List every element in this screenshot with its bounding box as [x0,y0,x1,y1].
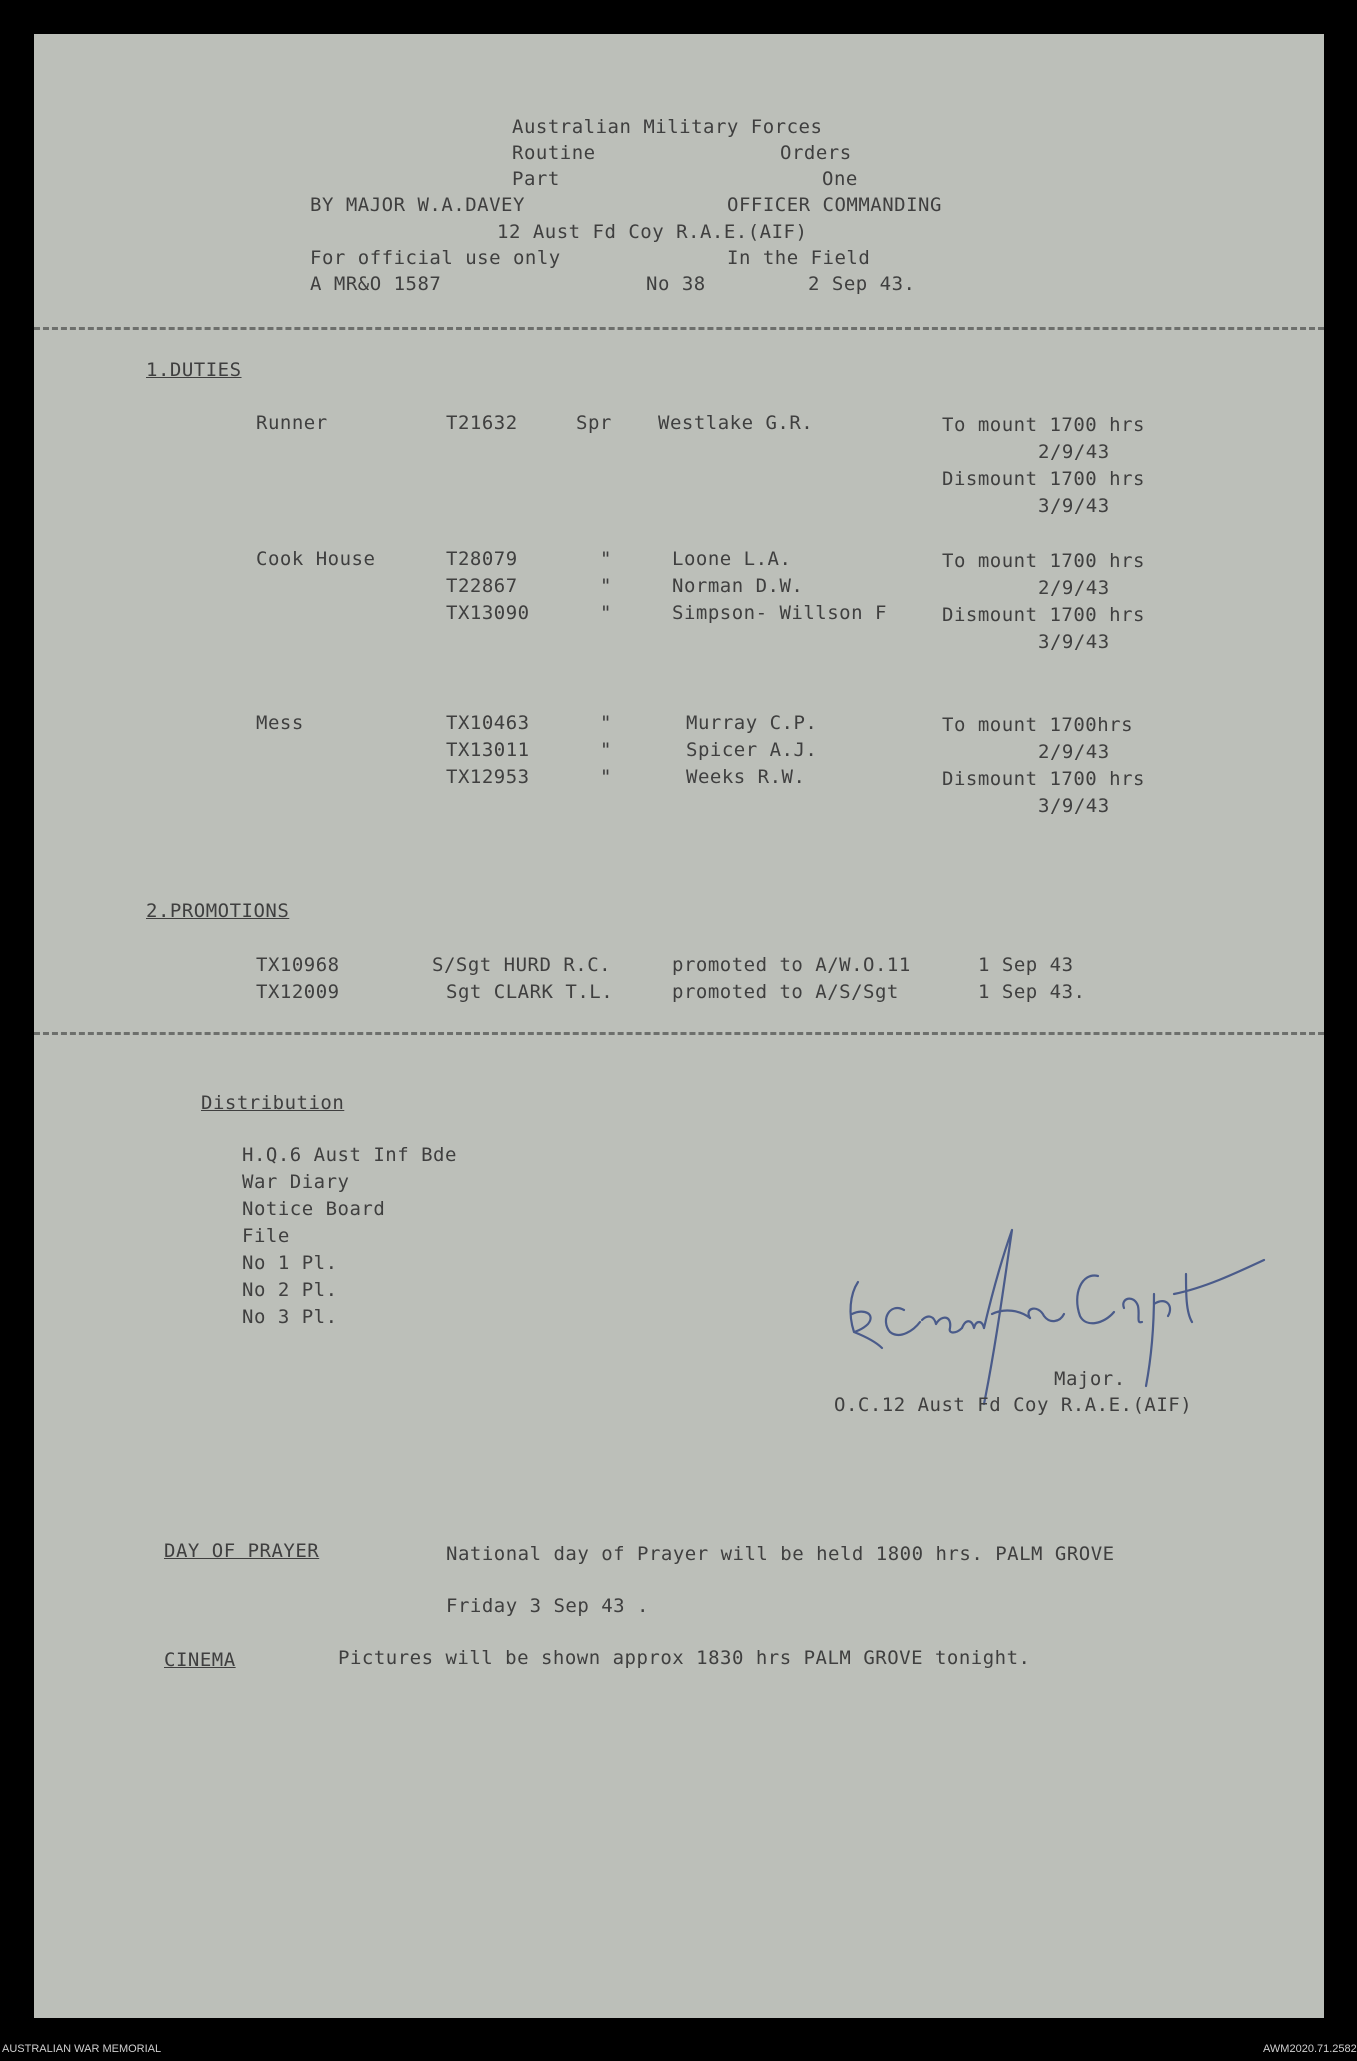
header-unit: 12 Aust Fd Coy R.A.E.(AIF) [497,221,808,243]
header-routine: Routine [512,142,596,164]
promotion-date: 1 Sep 43 [978,954,1074,976]
runner-mount: To mount 1700 hrs [942,414,1145,436]
cookhouse-name: Norman D.W. [672,575,804,597]
signature-title: O.C.12 Aust Fd Coy R.A.E.(AIF) [834,1394,1193,1416]
promotion-who: Sgt CLARK T.L. [446,981,614,1003]
footer-accession-number: AWM2020.71.2582 [1263,2043,1357,2055]
distribution-item: No 3 Pl. [242,1306,338,1328]
cookhouse-dismount: Dismount 1700 hrs [942,604,1145,626]
prayer-heading: DAY OF PRAYER [164,1540,320,1562]
header-in-the-field: In the Field [727,247,871,269]
header-officer-commanding: OFFICER COMMANDING [727,194,942,216]
distribution-heading: Distribution [201,1092,345,1114]
cookhouse-number: TX13090 [446,602,530,624]
cookhouse-mount-date: 2/9/43 [1038,577,1110,599]
runner-rank: Spr [576,412,612,434]
promotions-heading: 2.PROMOTIONS [146,900,290,922]
prayer-date: Friday 3 Sep 43 . [446,1595,649,1617]
distribution-item: No 1 Pl. [242,1252,338,1274]
header-one: One [822,168,858,190]
runner-name: Westlake G.R. [658,412,814,434]
header-date: 2 Sep 43. [808,273,916,295]
distribution-item: File [242,1225,290,1247]
mess-ditto: " [600,712,612,734]
footer-archive-name: AUSTRALIAN WAR MEMORIAL [2,2043,162,2055]
promotion-number: TX10968 [256,954,340,976]
cookhouse-ditto: " [600,602,612,624]
mess-label: Mess [256,712,304,734]
header-title: Australian Military Forces [512,116,823,138]
mess-ditto: " [600,766,612,788]
runner-number: T21632 [446,412,518,434]
handwritten-signature [824,1224,1324,1464]
cookhouse-name: Loone L.A. [672,548,792,570]
cookhouse-number: T22867 [446,575,518,597]
runner-mount-date: 2/9/43 [1038,441,1110,463]
header-part: Part [512,168,560,190]
distribution-item: No 2 Pl. [242,1279,338,1301]
mess-dismount: Dismount 1700 hrs [942,768,1145,790]
header-order-number: No 38 [646,273,706,295]
promotion-number: TX12009 [256,981,340,1003]
divider-bottom [34,1032,1324,1035]
cookhouse-dismount-date: 3/9/43 [1038,631,1110,653]
distribution-item: War Diary [242,1171,350,1193]
promotion-who: S/Sgt HURD R.C. [432,954,612,976]
distribution-item: Notice Board [242,1198,386,1220]
cinema-heading: CINEMA [164,1649,236,1671]
cookhouse-number: T28079 [446,548,518,570]
mess-name: Spicer A.J. [686,739,818,761]
runner-label: Runner [256,412,328,434]
cookhouse-ditto: " [600,548,612,570]
signature-rank: Major. [1054,1368,1126,1390]
mess-number: TX10463 [446,712,530,734]
header-orders: Orders [780,142,852,164]
cookhouse-ditto: " [600,575,612,597]
header-official-use: For official use only [310,247,561,269]
distribution-item: H.Q.6 Aust Inf Bde [242,1144,457,1166]
document-page [34,34,1324,2018]
mess-mount: To mount 1700hrs [942,714,1134,736]
prayer-text: National day of Prayer will be held 1800 hrs. PALM GROVE [446,1543,1115,1565]
cookhouse-label: Cook House [256,548,376,570]
promotion-date: 1 Sep 43. [978,981,1086,1003]
promotion-to: promoted to A/W.O.11 [672,954,911,976]
cinema-text: Pictures will be shown approx 1830 hrs PALM GROVE tonight. [338,1647,1031,1669]
mess-number: TX12953 [446,766,530,788]
mess-mount-date: 2/9/43 [1038,741,1110,763]
header-reference: A MR&O 1587 [310,273,442,295]
cookhouse-name: Simpson- Willson F [672,602,887,624]
mess-name: Murray C.P. [686,712,818,734]
promotion-to: promoted to A/S/Sgt [672,981,899,1003]
divider-top [34,327,1324,330]
cookhouse-mount: To mount 1700 hrs [942,550,1145,572]
mess-dismount-date: 3/9/43 [1038,795,1110,817]
duties-heading: 1.DUTIES [146,359,242,381]
runner-dismount-date: 3/9/43 [1038,495,1110,517]
header-by-major: BY MAJOR W.A.DAVEY [310,194,525,216]
runner-dismount: Dismount 1700 hrs [942,468,1145,490]
mess-name: Weeks R.W. [686,766,806,788]
mess-ditto: " [600,739,612,761]
mess-number: TX13011 [446,739,530,761]
